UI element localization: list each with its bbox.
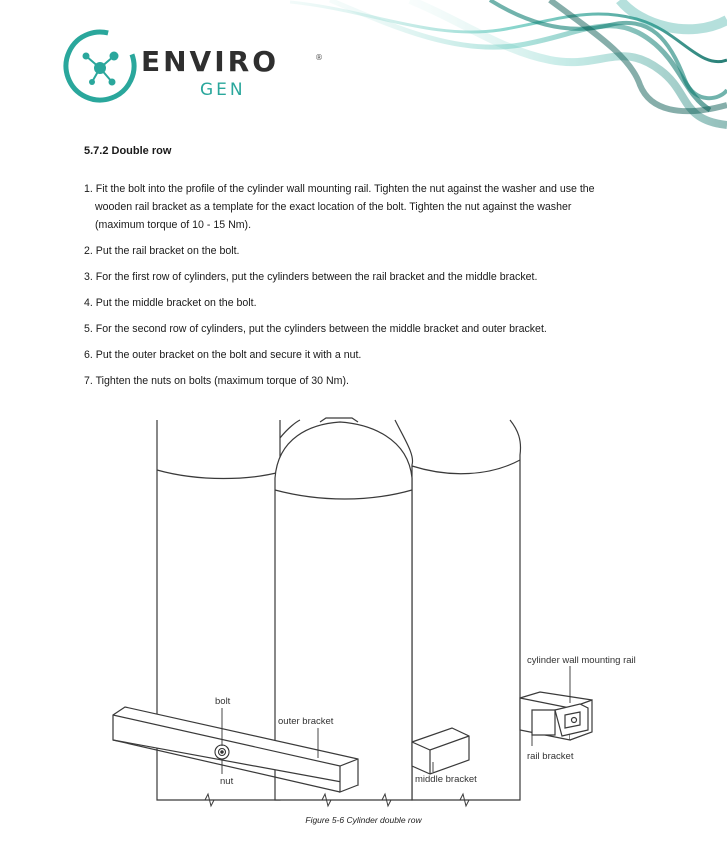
cylinder-double-row-figure (100, 410, 660, 810)
molecule-icon (62, 28, 138, 104)
label-wall-mounting-rail: cylinder wall mounting rail (527, 655, 636, 666)
figure-caption: Figure 5-6 Cylinder double row (305, 815, 422, 825)
list-item (84, 320, 664, 338)
step-4: 4. Put the middle bracket on the bolt. (84, 297, 257, 309)
label-middle-bracket: middle bracket (415, 774, 477, 785)
step-1-line-3: (maximum torque of 10 - 15 Nm). (95, 219, 252, 231)
cylinder-front-middle (275, 422, 412, 800)
registered-mark: ® (315, 53, 323, 62)
label-bolt: bolt (215, 696, 231, 707)
step-3: 3. For the first row of cylinders, put the cylinders between the rail bracket and the middle bracket. (84, 271, 538, 283)
brand-name: ENVIRO (141, 45, 280, 78)
list-item (84, 294, 664, 312)
label-outer-bracket: outer bracket (278, 716, 334, 727)
list-item (84, 242, 664, 260)
brand-subtitle: GEN (200, 80, 246, 100)
smoke-decoration (290, 0, 727, 130)
step-7: 7. Tighten the nuts on bolts (maximum torque of 30 Nm). (84, 375, 349, 387)
label-nut: nut (220, 776, 234, 787)
step-1-line-2: wooden rail bracket as a template for the exact location of the bolt. Tighten the nut against the washer (95, 201, 572, 213)
step-1-line-1: 1. Fit the bolt into the profile of the cylinder wall mounting rail. Tighten the nut against the washer and use the (84, 183, 595, 195)
steps-list (84, 180, 664, 398)
list-item (84, 268, 664, 286)
step-6: 6. Put the outer bracket on the bolt and secure it with a nut. (84, 349, 362, 361)
list-item (84, 372, 664, 390)
nut (215, 745, 229, 759)
list-item (84, 180, 664, 234)
label-rail-bracket: rail bracket (527, 751, 574, 762)
step-5: 5. For the second row of cylinders, put the cylinders between the middle bracket and outer bracket. (84, 323, 547, 335)
section-title: 5.7.2 Double row (84, 145, 172, 157)
step-2: 2. Put the rail bracket on the bolt. (84, 245, 240, 257)
list-item (84, 346, 664, 364)
